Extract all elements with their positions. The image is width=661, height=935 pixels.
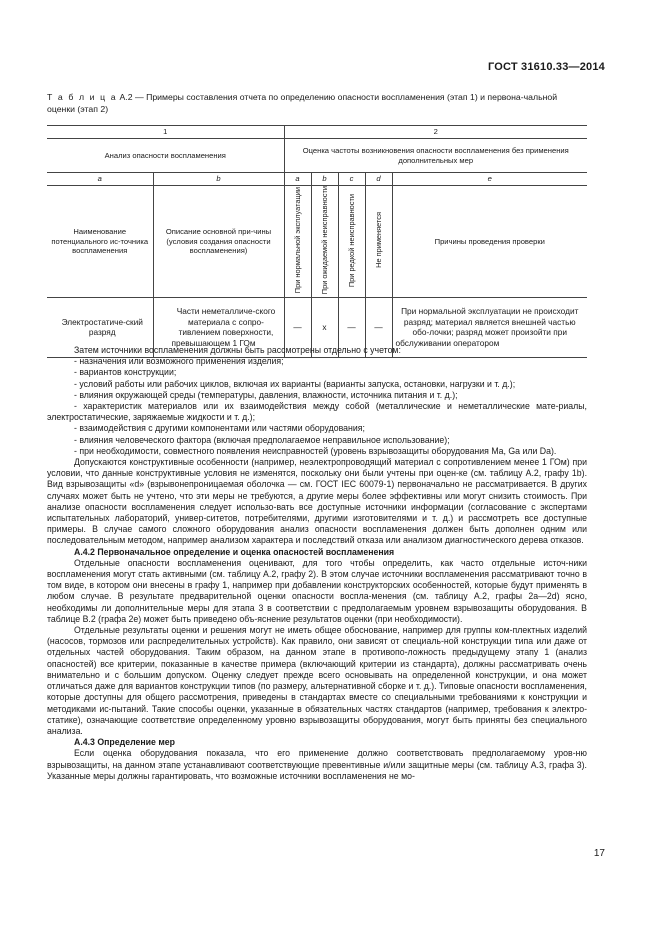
caption-label: Т а б л и ц а [47,92,118,102]
head-normal-operation: При нормальной эксплуатации [293,186,302,294]
letter-1b: b [153,173,284,186]
row-source-name: Электростатиче-ский разряд [47,297,153,357]
head-check-reasons: Причины проведения проверки [392,186,587,298]
standard-header: ГОСТ 31610.33—2014 [487,61,605,73]
list-item: - вариантов конструкции; [74,367,177,378]
list-item: - характеристик материалов или их взаимодействия между собой (металлические и неметаллические мате-риалы, электростатические, заряжаемые жидкости и т. д.); [47,401,587,423]
head-cause-description: Описание основной при-чины (условия создания опасности воспламенения) [153,186,284,298]
head-expected-fault-cell [311,186,338,298]
letter-2c: c [338,173,365,186]
head-source-name: Наименование потенциального ис-точника воспламенения [47,186,153,298]
letter-1a: a [47,173,153,186]
row-normal-operation: — [284,297,311,357]
letter-2d: d [365,173,392,186]
head-expected-fault: При ожидаемой неисправности [320,186,329,295]
group-header-assessment: Оценка частоты возникновения опасности воспламенения без применения дополнительных мер [284,139,587,173]
group-header-analysis: Анализ опасности воспламенения [47,139,284,173]
section-heading-a42: А.4.2 Первоначальное определение и оценка опасностей воспламенения [74,546,395,557]
column-1-number: 1 [47,126,284,139]
paragraph: Допускаются конструктивные особенности (например, неэлектропроводящий материал с сопротивлением менее 1 ГОм) при условии, что данные конструктивные условия не изменятся, поскольку они были учтены при оцен-ке (см. таблицу А.2, графу 1b). Вид взрывозащиты «d» (взрывонепроницаемая оболочка — см. ГОСТ IEC 60079-1) первоначально не рассматривается. В других случаях может быть не учтено, что эти меры не требуются, а другие меры более эффективны или могут снизить стоимость. При анализе опасности воспламенения следует использо-вать все доступные источники информации (согласование с экспертами испытательных лабораторий, универ-ситетов, потребителями, другими изготовителями и т. д.) и рассмотреть все доступные примеры. В случае самого сложного оборудования анализ опасности воспламенения должен быть дополнен одним или последовательным методом, например анализом характера и последствий отказа или анализом диагностического дерева отказов. [47,457,587,546]
head-not-applicable: Не применяется [374,212,383,269]
paragraph: Затем источники воспламенения должны быть рассмотрены отдельно с учетом: [74,345,401,355]
list-item: - влияния окружающей среды (температуры, давления, влажности, источника питания и т. д.); [74,389,458,400]
row-cause-description: Части неметалличе-ского материала с сопро-тивлением поверхности, превышающем 1 ГОм [153,297,284,357]
list-item: - назначения или возможного применения изделия; [74,356,284,367]
list-item: - влияния человеческого фактора (включая предполагаемое неправильное использование); [74,434,450,445]
row-check-reasons: При нормальной эксплуатации не происходит разряд; материал является внешней частью обо-лочки; разряд может произойти при обслуживании оператором [392,297,587,357]
head-rare-fault: При редкой неисправности [347,193,356,287]
caption-text: А.2 — Примеры составления отчета по определению опасности воспламенения (этап 1) и первона-чальной оценки (этап 2) [47,92,558,114]
list-item: - взаимодействия с другими компонентами или частями оборудования; [74,423,365,434]
list-item: - при необходимости, совместного появления неисправностей (уровень взрывозащиты оборудования Ma, Ga или Da). [74,445,557,456]
paragraph: Отдельные опасности воспламенения оценивают, для того чтобы определить, как часто отдельные источ-ники воспламенения могут стать активными (см. таблицу А.2, графу 2). В этом случае источники воспламенения рассматривают точно в том виде, в котором они внесены в графу 1, например при добавлении конструкторских особенностей, которые будут применять в любом случае. В результате предварительной оценки опасности воспла-менения (см. таблицу А.2, графы 2a—2d) ясно, необходимы ли дополнительные меры для этапа 3 в соответствии с предполагаемым уровнем взрывозащиты оборудования. В таблице В.2 (графа 2e) может быть приведено объ-яснение результатов оценки (при необходимости). [47,557,587,624]
head-normal-operation-cell [284,186,311,298]
row-rare-fault: — [338,297,365,357]
letter-2a: a [284,173,311,186]
body-text [47,345,587,782]
list-item: - условий работы или рабочих циклов, включая их варианты (варианты запуска, остановки, нагрузки и т. д.); [74,378,516,389]
ignition-hazard-table [47,125,587,358]
row-expected-fault: x [311,297,338,357]
paragraph: Отдельные результаты оценки и решения могут не иметь общее обоснование, например для группы ком-плектных изделий (насосов, тормозов или распределительных устройств). Как правило, они зависят от специаль-ной конструкции типа или даже от отдельных частей оборудования. Таким образом, на данном этапе в противопо-ложность предыдущему этапу 1 (анализ опасностей) все критерии, показанные в качестве примера (включающий критерии из стандарта), должны рассматривать очень внимательно и с большим допуском. Оценку следует прежде всего основывать на определенной конструкции, и она может отличаться даже для вариантов конструкции типов (по размеру, альтернативной сборке и т. д.). Типовые опасности воспламенения, которые доступны для общего рассмотрения, приведены в стандартах вместе со специальными требованиями к конструкции и методиками ис-пытаний. Такие способы оценки, указанные в обязательных частях стандартов (например, требования к электро-статике), означающие соответствие определенному уровню взрывозащиты оборудования, могут быть приняты без специального анализа. [47,625,587,736]
head-rare-fault-cell [338,186,365,298]
section-heading-a43: А.4.3 Определение мер [74,737,176,748]
letter-2b: b [311,173,338,186]
paragraph: Если оценка оборудования показала, что его применение должно соответствовать предполагаемому уров-ню взрывозащиты, на данном этапе устанавливают соответствующие превентивные и/или защитные меры (см. таблицу А.3, графа 3). Указанные меры должны гарантировать, что возможные источники воспламенения не мо- [47,748,587,781]
letter-2e: e [392,173,587,186]
head-not-applicable-cell [365,186,392,298]
table-caption [47,92,585,115]
page-number: 17 [593,848,605,859]
row-not-applicable: — [365,297,392,357]
column-2-number: 2 [284,126,587,139]
